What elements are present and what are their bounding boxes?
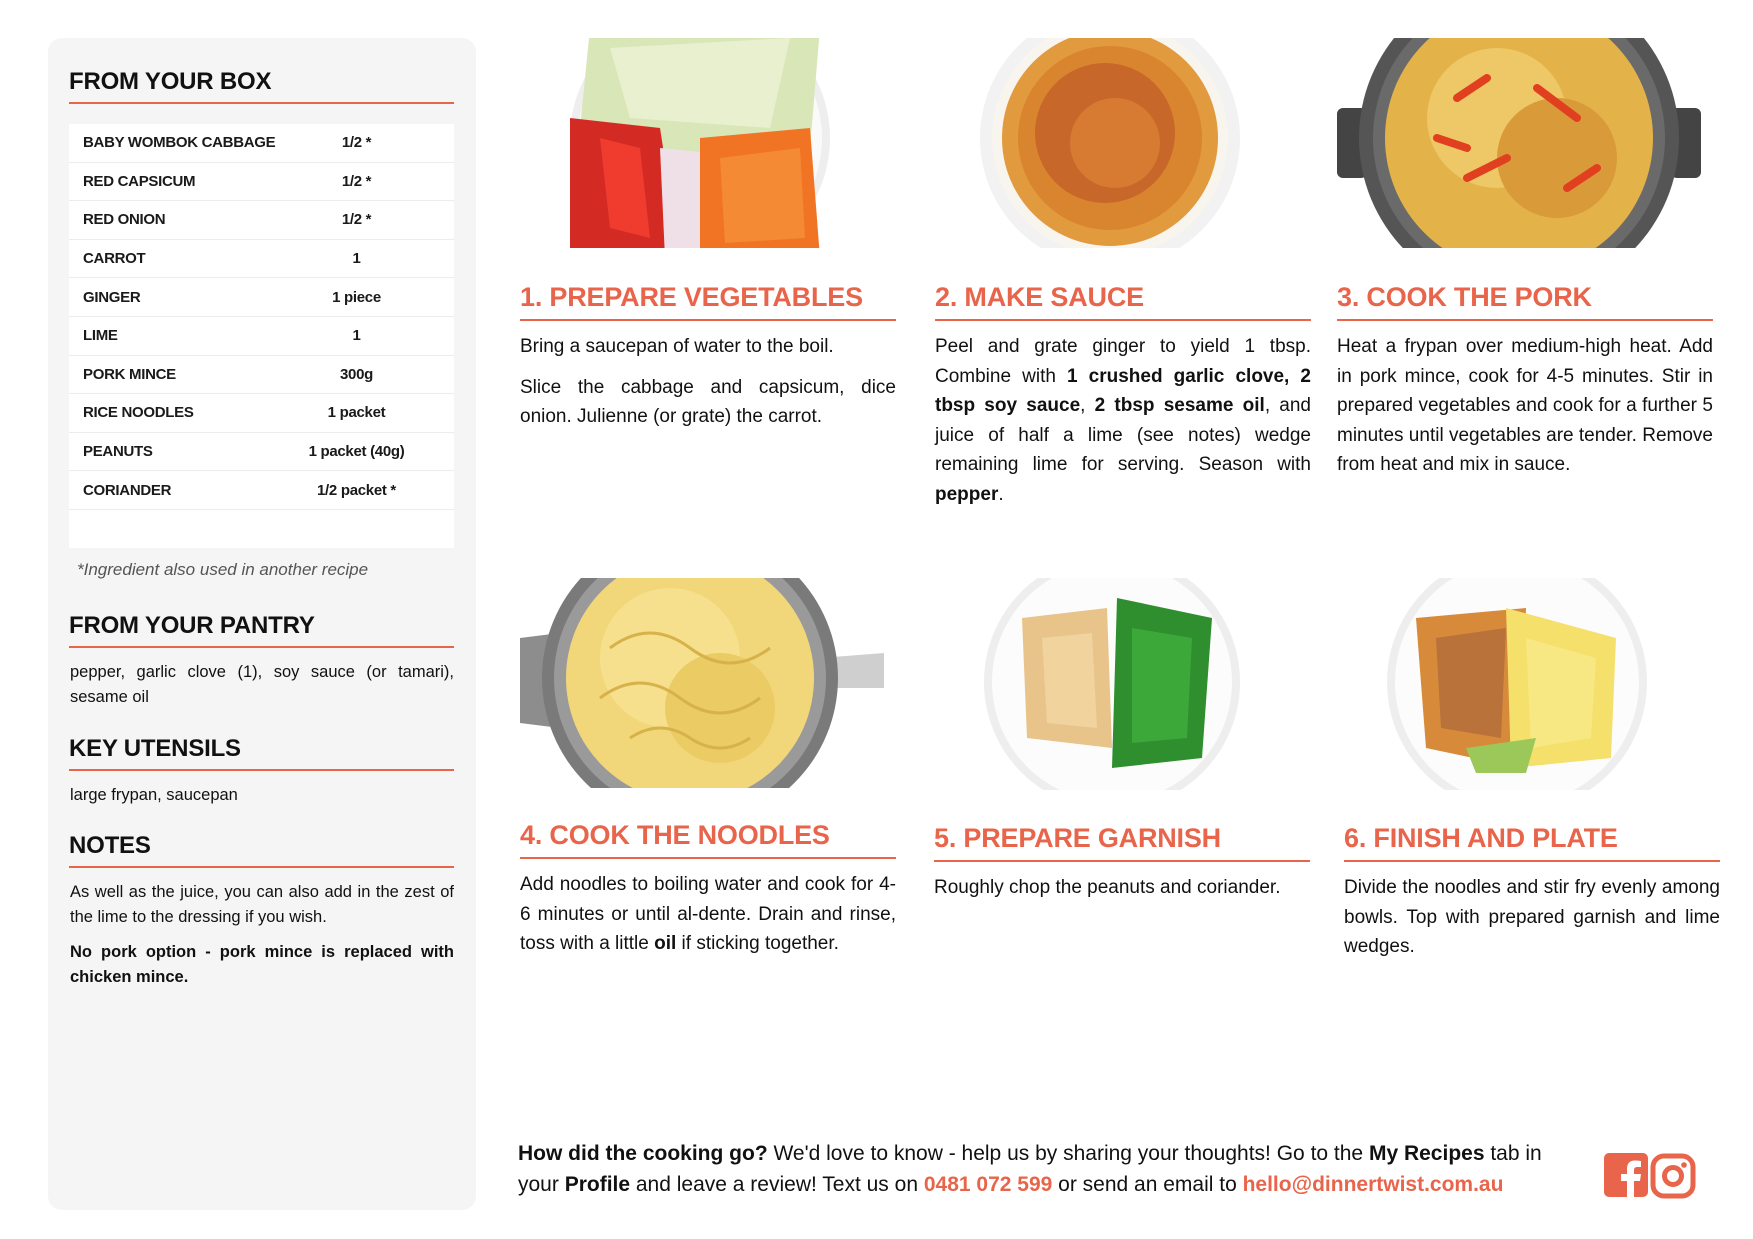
step-text-part: , [1080, 395, 1095, 416]
step-1 [520, 38, 896, 458]
step-text-line: Slice the cabbage and capsicum, dice onion. Julienne (or grate) the carrot. [520, 376, 896, 427]
frypan-stir-fry-photo [1337, 38, 1701, 248]
ingredients-table [69, 124, 454, 548]
noodle-pot-photo [520, 578, 884, 788]
pantry-title: FROM YOUR PANTRY [69, 612, 454, 648]
review-prompt [518, 1138, 1578, 1200]
ingredient-name: LIME [83, 327, 118, 345]
table-row [69, 471, 454, 510]
table-row [69, 163, 454, 202]
step-title: 3. COOK THE PORK [1337, 282, 1713, 321]
table-row [69, 278, 454, 317]
ingredient-name: BABY WOMBOK CABBAGE [83, 134, 276, 152]
ingredient-name: PORK MINCE [83, 365, 176, 383]
review-text: or send an email to [1052, 1173, 1243, 1196]
step-text-bold: oil [654, 933, 677, 954]
ingredient-qty: 1 [352, 327, 361, 345]
peanuts-coriander-photo [982, 578, 1242, 790]
table-row [69, 201, 454, 240]
step-text-bold: pepper [935, 483, 999, 505]
step-text: Roughly chop the peanuts and coriander. [934, 877, 1281, 898]
step-text-part: , and juice of half a lime (see notes) wedge remaining lime for serving. Season with [935, 395, 1311, 475]
step-title: 1. PREPARE VEGETABLES [520, 282, 896, 321]
table-row [69, 240, 454, 279]
step-text: Divide the noodles and stir fry evenly among bowls. Top with prepared garnish and lime wedges. [1344, 877, 1720, 957]
box-title: FROM YOUR BOX [69, 68, 454, 104]
step-3 [1337, 38, 1713, 498]
ingredients-sidebar [48, 38, 476, 1210]
review-text: We'd love to know - help us by sharing your thoughts! Go to the [767, 1142, 1369, 1165]
step-text-part: . [998, 483, 1004, 505]
ingredient-name: PEANUTS [83, 443, 153, 461]
ingredient-footnote: *Ingredient also used in another recipe [77, 560, 369, 579]
ingredient-qty: 1/2 * [341, 172, 372, 190]
step-text [520, 870, 896, 959]
table-row [69, 317, 454, 356]
review-text: and leave a review! Text us on [630, 1173, 924, 1196]
facebook-icon[interactable] [1604, 1153, 1648, 1197]
step-text-bold: 1 crushed garlic clove, 2 tbsp soy sauce [935, 365, 1311, 416]
step-text [520, 332, 896, 432]
ingredient-qty: 1/2 * [341, 211, 372, 229]
ingredient-qty: 1 packet [327, 404, 386, 422]
step-title: 2. MAKE SAUCE [935, 282, 1311, 321]
step-text-part: Peel and grate ginger to yield 1 tbsp. Combine with [935, 336, 1311, 387]
no-pork-note: No pork option - pork mince is replaced with chicken mince. [70, 943, 454, 986]
step-4 [520, 578, 896, 998]
ingredient-qty: 1 [352, 250, 361, 268]
notes-title: NOTES [69, 832, 454, 868]
step-text-part: if sticking together. [676, 933, 839, 954]
step-2 [935, 38, 1311, 505]
review-text: tab in your [518, 1142, 1542, 1196]
ingredient-qty: 1/2 packet * [317, 481, 396, 499]
instagram-icon[interactable] [1650, 1153, 1694, 1197]
table-row [69, 356, 454, 395]
step-title: 6. FINISH AND PLATE [1344, 823, 1720, 862]
email-link[interactable]: hello@dinnertwist.com.au [1242, 1173, 1504, 1196]
table-row [69, 433, 454, 472]
pantry-text: pepper, garlic clove (1), soy sauce (or tamari), sesame oil [70, 663, 454, 706]
ingredient-name: RED CAPSICUM [83, 172, 196, 190]
ingredient-name: GINGER [83, 288, 141, 306]
plated-dish-photo [1386, 578, 1648, 790]
ingredient-name: CORIANDER [83, 481, 172, 499]
utensils-text: large frypan, saucepan [70, 786, 238, 804]
ingredient-qty: 1 packet (40g) [308, 443, 405, 461]
ingredient-name: RED ONION [83, 211, 166, 229]
profile-label: Profile [564, 1173, 631, 1196]
sauce-bowl-photo [980, 38, 1240, 248]
sliced-vegetables-photo [570, 38, 830, 248]
ingredient-qty: 1 piece [332, 288, 381, 306]
ingredient-qty: 1/2 * [341, 134, 372, 152]
ingredient-name: RICE NOODLES [83, 404, 194, 422]
step-6 [1344, 578, 1720, 978]
utensils-title: KEY UTENSILS [69, 735, 454, 771]
step-title: 5. PREPARE GARNISH [934, 823, 1310, 862]
phone-link[interactable]: 0481 072 599 [923, 1173, 1053, 1196]
step-text-bold: 2 tbsp sesame oil [1094, 395, 1265, 416]
step-text: Heat a frypan over medium-high heat. Add in pork mince, cook for 4-5 minutes. Stir in prepared vegetables and cook for a further 5 minutes until vegetables are tender. Remove from heat and mix in sauce. [1337, 336, 1713, 475]
my-recipes-label: My Recipes [1368, 1142, 1485, 1165]
ingredient-qty: 300g [340, 365, 373, 383]
notes-bold-text [70, 940, 454, 990]
step-5 [934, 578, 1310, 978]
table-row [69, 394, 454, 433]
step-text-part: Add noodles to boiling water and cook for 4-6 minutes or until al-dente. Drain and rinse, toss with a little [520, 874, 896, 954]
step-text [935, 332, 1311, 509]
ingredient-name: CARROT [83, 250, 146, 268]
notes-text: As well as the juice, you can also add in the zest of the lime to the dressing if you wish. [70, 883, 454, 926]
review-question: How did the cooking go? [518, 1142, 768, 1165]
step-text-line: Bring a saucepan of water to the boil. [520, 336, 834, 357]
step-title: 4. COOK THE NOODLES [520, 820, 896, 859]
table-row [69, 124, 454, 163]
